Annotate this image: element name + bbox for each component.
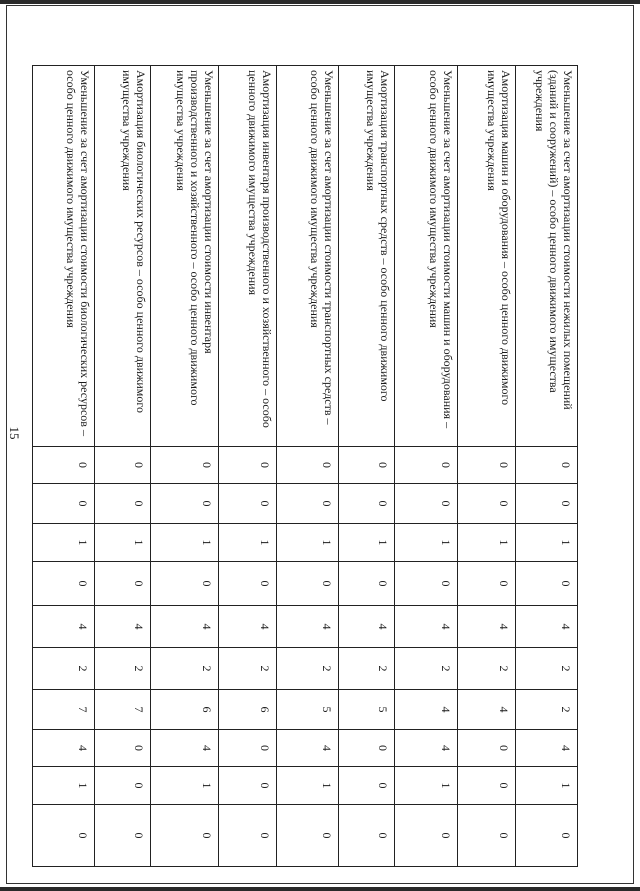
code-cell: 0 <box>339 805 395 867</box>
row-label: Амортизация машин и оборудования – особо ценного движимого имущества учреждения <box>458 66 516 447</box>
code-cell: 0 <box>339 730 395 767</box>
code-cell: 0 <box>219 730 277 767</box>
code-cell: 0 <box>219 447 277 484</box>
code-cell: 0 <box>151 805 219 867</box>
code-cell: 1 <box>151 767 219 805</box>
code-cell: 0 <box>95 767 151 805</box>
code-cell: 0 <box>395 562 458 606</box>
table-rotator <box>60 65 578 866</box>
code-cell: 0 <box>277 484 339 524</box>
code-cell: 4 <box>151 606 219 648</box>
code-cell: 0 <box>339 484 395 524</box>
table-row <box>33 66 95 867</box>
code-cell: 0 <box>395 447 458 484</box>
code-cell: 0 <box>458 805 516 867</box>
code-cell: 1 <box>33 767 95 805</box>
code-cell: 0 <box>33 447 95 484</box>
code-cell: 2 <box>95 648 151 690</box>
code-cell: 0 <box>33 484 95 524</box>
code-cell: 0 <box>516 562 578 606</box>
code-cell: 4 <box>277 730 339 767</box>
code-cell: 0 <box>458 562 516 606</box>
code-cell: 4 <box>277 606 339 648</box>
code-cell: 0 <box>395 484 458 524</box>
code-cell: 6 <box>219 690 277 730</box>
code-cell: 6 <box>151 690 219 730</box>
code-cell: 1 <box>33 524 95 562</box>
code-cell: 2 <box>516 648 578 690</box>
code-cell: 5 <box>277 690 339 730</box>
code-cell: 1 <box>395 524 458 562</box>
code-cell: 1 <box>219 524 277 562</box>
code-cell: 2 <box>516 690 578 730</box>
row-label: Уменьшение за счет амортизации стоимости нежилых помещений (зданий и сооружений) – особо ценного движимого имущества учреждения <box>516 66 578 447</box>
code-cell: 1 <box>458 524 516 562</box>
code-cell: 0 <box>33 805 95 867</box>
code-cell: 7 <box>95 690 151 730</box>
table-row <box>395 66 458 867</box>
table-body <box>33 66 578 867</box>
code-cell: 2 <box>151 648 219 690</box>
code-cell: 0 <box>95 730 151 767</box>
scan-edge-top <box>0 0 640 4</box>
row-label: Амортизация биологических ресурсов – особо ценного движимого имущества учреждения <box>95 66 151 447</box>
table-row <box>339 66 395 867</box>
code-cell: 1 <box>516 524 578 562</box>
code-cell: 4 <box>395 690 458 730</box>
code-cell: 2 <box>219 648 277 690</box>
code-cell: 0 <box>516 805 578 867</box>
code-cell: 1 <box>339 524 395 562</box>
code-cell: 0 <box>151 562 219 606</box>
code-cell: 0 <box>95 805 151 867</box>
table-row <box>277 66 339 867</box>
row-label: Амортизация инвентаря производственного и хозяйственного – особо ценного движимого имущества учреждения <box>219 66 277 447</box>
table-row <box>95 66 151 867</box>
code-cell: 0 <box>395 805 458 867</box>
code-cell: 4 <box>458 606 516 648</box>
code-cell: 0 <box>219 484 277 524</box>
code-cell: 0 <box>516 447 578 484</box>
code-cell: 1 <box>277 767 339 805</box>
code-cell: 0 <box>33 562 95 606</box>
row-label: Уменьшение за счет амортизации стоимости машин и оборудования – особо ценного движимого имущества учреждения <box>395 66 458 447</box>
code-cell: 0 <box>458 484 516 524</box>
scan-edge-bottom <box>0 887 640 891</box>
code-cell: 0 <box>95 447 151 484</box>
code-cell: 4 <box>95 606 151 648</box>
code-cell: 4 <box>151 730 219 767</box>
code-cell: 4 <box>219 606 277 648</box>
code-cell: 4 <box>516 730 578 767</box>
code-cell: 1 <box>277 524 339 562</box>
code-cell: 0 <box>458 447 516 484</box>
page-number: 15 <box>7 426 22 440</box>
code-cell: 2 <box>33 648 95 690</box>
code-cell: 0 <box>151 447 219 484</box>
table-row <box>458 66 516 867</box>
code-cell: 0 <box>458 767 516 805</box>
code-cell: 7 <box>33 690 95 730</box>
account-codes-table <box>32 65 578 867</box>
code-cell: 0 <box>219 805 277 867</box>
row-label: Уменьшение за счет амортизации стоимости инвентаря производственного и хозяйственного – особо ценного движимого имущества учреждения <box>151 66 219 447</box>
code-cell: 0 <box>219 767 277 805</box>
code-cell: 1 <box>151 524 219 562</box>
code-cell: 4 <box>339 606 395 648</box>
code-cell: 4 <box>395 606 458 648</box>
code-cell: 0 <box>95 562 151 606</box>
code-cell: 0 <box>277 562 339 606</box>
code-cell: 0 <box>339 562 395 606</box>
code-cell: 4 <box>33 606 95 648</box>
code-cell: 4 <box>458 690 516 730</box>
code-cell: 0 <box>516 484 578 524</box>
code-cell: 4 <box>395 730 458 767</box>
code-cell: 0 <box>339 767 395 805</box>
code-cell: 0 <box>151 484 219 524</box>
code-cell: 0 <box>219 562 277 606</box>
code-cell: 2 <box>395 648 458 690</box>
code-cell: 0 <box>95 484 151 524</box>
code-cell: 1 <box>395 767 458 805</box>
code-cell: 1 <box>516 767 578 805</box>
row-label: Уменьшение за счет амортизации стоимости биологических ресурсов – особо ценного движимого имущества учреждения <box>33 66 95 447</box>
table-row <box>219 66 277 867</box>
code-cell: 5 <box>339 690 395 730</box>
code-cell: 4 <box>33 730 95 767</box>
code-cell: 2 <box>458 648 516 690</box>
code-cell: 0 <box>339 447 395 484</box>
code-cell: 0 <box>458 730 516 767</box>
code-cell: 4 <box>516 606 578 648</box>
table-row <box>151 66 219 867</box>
row-label: Уменьшение за счет амортизации стоимости транспортных средств – особо ценного движимого имущества учреждения <box>277 66 339 447</box>
code-cell: 0 <box>277 447 339 484</box>
code-cell: 0 <box>277 805 339 867</box>
table-row <box>516 66 578 867</box>
code-cell: 2 <box>339 648 395 690</box>
row-label: Амортизация транспортных средств – особо ценного движимого имущества учреждения <box>339 66 395 447</box>
code-cell: 1 <box>95 524 151 562</box>
code-cell: 2 <box>277 648 339 690</box>
